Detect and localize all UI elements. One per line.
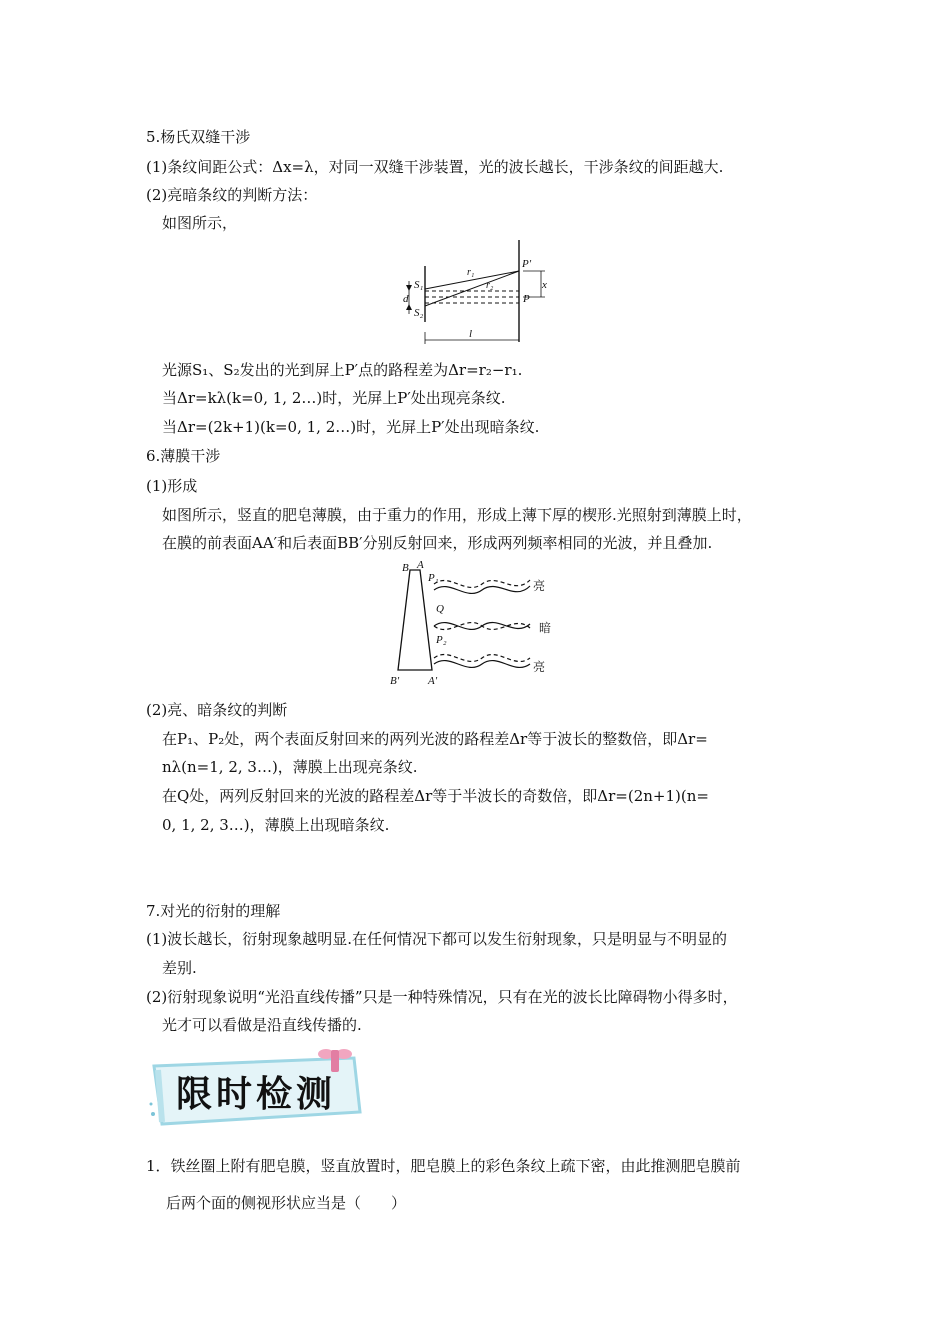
section-5-p5: 当Δr=kλ(k=0, 1, 2…)时，光屏上P′处出现亮条纹. — [162, 389, 506, 407]
section-6-p8: 0, 1, 2, 3…)，薄膜上出现暗条纹. — [162, 816, 390, 834]
timed-test-banner — [148, 1048, 370, 1132]
section-6-p5: 在P₁、P₂处，两个表面反射回来的两列光波的路程差Δr等于波长的整数倍，即Δr= — [162, 730, 708, 748]
section-5-p6: 当Δr=(2k+1)(k=0, 1, 2…)时，光屏上P′处出现暗条纹. — [162, 418, 540, 436]
banner-dot-2 — [150, 1103, 153, 1106]
label-p1: P₁ — [428, 572, 439, 584]
section-7-p4: 光才可以看做是沿直线传播的. — [162, 1016, 362, 1034]
label-bright-2: 亮 — [533, 660, 546, 674]
section-7-p1: (1)波长越长，衍射现象越明显.在任何情况下都可以发生衍射现象，只是明显与不明显的 — [146, 930, 728, 948]
section-5-p1: (1)条纹间距公式：Δx=λ，对同一双缝干涉装置，光的波长越长，干涉条纹的间距越大. — [146, 158, 724, 176]
wave-p1-back — [434, 586, 530, 593]
section-6-title: 6.薄膜干涉 — [146, 447, 221, 465]
thin-film-diagram — [386, 558, 566, 690]
label-q: Q — [436, 603, 444, 615]
section-6-p2: 如图所示，竖直的肥皂薄膜，由于重力的作用，形成上薄下厚的楔形.光照射到薄膜上时， — [162, 506, 752, 524]
label-a-prime: A′ — [428, 675, 438, 687]
d-arrow-down — [406, 285, 412, 291]
label-l: l — [469, 328, 473, 340]
question-1-line-1: 1．铁丝圈上附有肥皂膜，竖直放置时，肥皂膜上的彩色条纹上疏下密，由此推测肥皂膜前 — [146, 1157, 741, 1175]
section-5-title: 5.杨氏双缝干涉 — [146, 128, 251, 146]
label-dark: 暗 — [539, 621, 552, 635]
section-5-p4: 光源S₁、S₂发出的光到屏上P′点的路程差为Δr=r₂−r₁. — [162, 361, 523, 379]
label-p2: P₂ — [436, 634, 447, 646]
banner-dot-1 — [151, 1112, 155, 1116]
section-6-p7: 在Q处，两列反射回来的光波的路程差Δr等于半波长的奇数倍，即Δr=(2n+1)(n= — [162, 787, 709, 805]
label-a: A — [417, 559, 424, 571]
label-p-prime: P′ — [522, 258, 532, 270]
label-r2: r₂ — [486, 280, 494, 291]
label-x: x — [542, 279, 547, 291]
soap-film-wedge — [398, 570, 432, 670]
wave-p1-front — [434, 580, 530, 587]
label-r1: r₁ — [467, 267, 475, 278]
section-7-p2: 差别. — [162, 959, 197, 977]
section-5-p3: 如图所示， — [162, 214, 238, 232]
label-p: P — [523, 293, 530, 305]
double-slit-diagram — [395, 236, 560, 351]
banner-edge-shade — [158, 1070, 162, 1122]
label-d: d — [403, 293, 409, 305]
label-bright-1: 亮 — [533, 579, 546, 593]
question-1-line-2: 后两个面的侧视形状应当是（ ） — [166, 1194, 407, 1212]
label-b: B — [402, 562, 409, 574]
label-s2: S₂ — [414, 307, 424, 319]
section-6-p6: nλ(n=1, 2, 3…)，薄膜上出现亮条纹. — [162, 758, 418, 776]
section-6-p1: (1)形成 — [146, 477, 198, 495]
section-7-title: 7.对光的衍射的理解 — [146, 902, 281, 920]
banner-title: 限时检测 — [176, 1074, 337, 1115]
section-5-p2: (2)亮暗条纹的判断方法： — [146, 186, 318, 204]
section-6-p3: 在膜的前表面AA′和后表面BB′分别反射回来，形成两列频率相同的光波，并且叠加. — [162, 534, 713, 552]
label-b-prime: B′ — [390, 675, 400, 687]
section-7-p3: (2)衍射现象说明“光沿直线传播”只是一种特殊情况，只有在光的波长比障碍物小得多时， — [146, 988, 738, 1006]
section-6-p4: (2)亮、暗条纹的判断 — [146, 701, 288, 719]
label-s1: S₁ — [414, 279, 424, 291]
